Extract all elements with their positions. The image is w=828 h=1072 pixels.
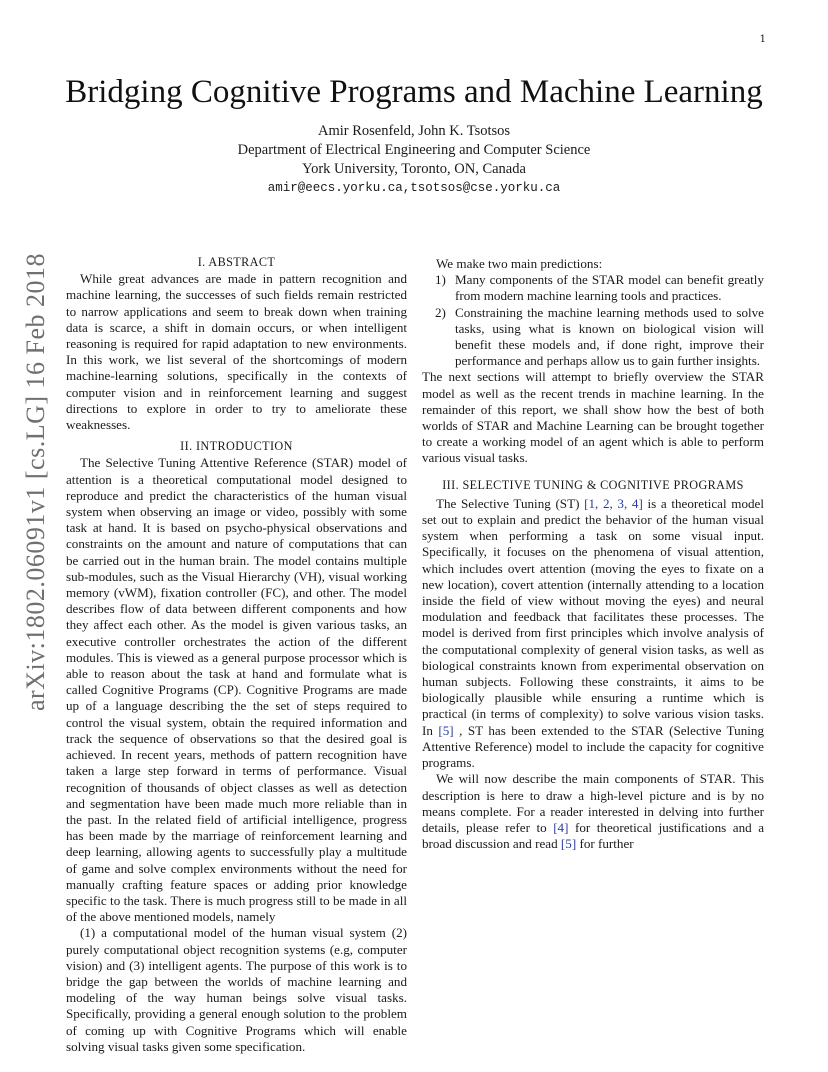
prediction-item — [422, 272, 764, 304]
predictions-list — [422, 272, 764, 369]
prediction-text: Many components of the STAR model can benefit greatly from modern machine learning tools and practices. — [455, 272, 764, 304]
arxiv-identifier: arXiv:1802.06091v1 [cs.LG] 16 Feb 2018 — [21, 252, 50, 712]
citation-link[interactable]: [5] — [560, 836, 577, 852]
citation-link[interactable]: [5] — [438, 722, 454, 738]
page-number: 1 — [759, 34, 766, 45]
selective-tuning-paragraph-1 — [422, 496, 764, 771]
introduction-heading: II. INTRODUCTION — [180, 439, 293, 454]
prediction-text: Constraining the machine learning methods used to solve tasks, using what is known on biological vision will benefit these models and, if done right, improve their performance and perhaps allow us to gain further insights. — [455, 304, 764, 369]
predictions-intro: We make two main predictions: — [436, 256, 603, 271]
paragraph-text: for further — [576, 836, 634, 852]
introduction-paragraph-1: The Selective Tuning Attentive Reference (STAR) model of attention is a theoretical computational model designed to reproduce and predict the characteristics of the human visual system when observing an image or video, possibly with some task at hand. It is based on psycho-physical observations and constraints on the amount and nature of computations that can be carried out in the human brain. The model contains multiple sub-modules, such as the Visual Hierarchy (VH), visual working memory (vWM), fixation controller (FC), and other. The model describes flow of data between different components and how they affect each other. As the model is given various tasks, an executive controller orchestrates the action of the different modules. This is viewed as a general purpose processor which is able to reason about the task at hand and formulate what is called Cognitive Programs (CP). Cognitive Programs are made up of a language describing the the set of steps required to control the visual system, obtain the required information and track the sequence of observations so that the desired goal is achieved. In recent years, methods of pattern recognition have taken a large step forward in terms of performance. Visual recognition of thousands of object classes as well as detection and segmentation have been made much more reliable than in the past. In the related field of artificial intelligence, progress has been made by the marriage of reinforcement learning and deep learning, allowing agents to successfully play a multitude of game and solve complex environments without the need for manually crafting feature spaces or adding prior knowledge specific to the task. There is much progress still to be made in all of the above mentioned models, namely — [66, 455, 407, 925]
author-department: Department of Electrical Engineering and Computer Science — [237, 142, 591, 158]
abstract-text: While great advances are made in pattern recognition and machine learning, the successes of such fields remain restricted to narrow applications and seem to break down when training data is scarce, a shift in domain occurs, or when intelligent reasoning is required for rapid adaptation to new environments. In this work, we list several of the shortcomings of modern machine-learning solutions, specifically in the contexts of computer vision and in reinforcement learning and suggest directions to explore in order to try to ameliorate these weaknesses. — [66, 271, 407, 433]
left-column — [66, 254, 407, 1055]
paper-title: Bridging Cognitive Programs and Machine Learning — [65, 74, 763, 110]
author-names: Amir Rosenfeld, John K. Tsotsos — [317, 123, 511, 139]
author-emails: amir@eecs.yorku.ca,tsotsos@cse.yorku.ca — [267, 181, 561, 195]
right-column — [422, 256, 764, 852]
prediction-number: 2) — [435, 304, 446, 320]
paragraph-text: for theoretical justifications and a broad discussion and read — [422, 819, 764, 852]
author-university: York University, Toronto, ON, Canada — [302, 161, 526, 177]
introduction-paragraph-2: (1) a computational model of the human visual system (2) purely computational object recognition systems (e.g, computer vision) and (3) intelligent agents. The purpose of this work is to bridge the gap between the worlds of machine learning and modeling of the way human beings solve visual tasks. Specifically, providing a general enough solution to the problem of coming up with Cognitive Programs which will enable solving visual tasks given some specification. — [66, 925, 407, 1054]
paragraph-text: , ST has been extended to the STAR (Selective Tuning Attentive Reference) model to include the capacity for cognitive programs. — [422, 722, 765, 771]
paragraph-text: We will now describe the main components of STAR. This description is here to draw a high-level picture and is by no means complete. For a reader interested in delving into further details, please refer to — [422, 771, 764, 835]
citation-link[interactable]: [4] — [553, 819, 569, 835]
prediction-item — [422, 305, 764, 370]
selective-tuning-heading: III. SELECTIVE TUNING & COGNITIVE PROGRAMS — [442, 477, 744, 492]
selective-tuning-paragraph-2 — [422, 771, 764, 852]
prediction-number: 1) — [435, 272, 446, 288]
paragraph-text: The Selective Tuning (ST) — [436, 495, 585, 511]
introduction-paragraph-3: The next sections will attempt to briefly overview the STAR model as well as the recent trends in machine learning. In the remainder of this report, we shall show how the best of both worlds of STAR and Machine Learning can be brought together to create a working model of an agent which is able to perform various visual tasks. — [422, 369, 764, 466]
citation-link[interactable]: [1, 2, 3, 4] — [584, 495, 643, 511]
abstract-heading: I. ABSTRACT — [197, 255, 276, 269]
paragraph-text: is a theoretical model set out to explain and predict the behavior of the human visual system when performing a task on some visual input. Specifically, it focuses on the phenomena of visual attention, which includes overt attention (moving the eyes to fixate on a new location), covert attention (internally attending to a location inside the field of view without moving the eyes) and neural modulation and feedback that facilitates these processes. The model is derived from first principles which involve analysis of the computational complexity of general vision tasks, as well as biological constraints known from experimental observation on human subjects. Following these constraints, it aims to be biologically plausible while ensuring a runtime which is practical (in terms of complexity) to solve various vision tasks. In — [422, 495, 764, 738]
author-block — [0, 122, 828, 198]
